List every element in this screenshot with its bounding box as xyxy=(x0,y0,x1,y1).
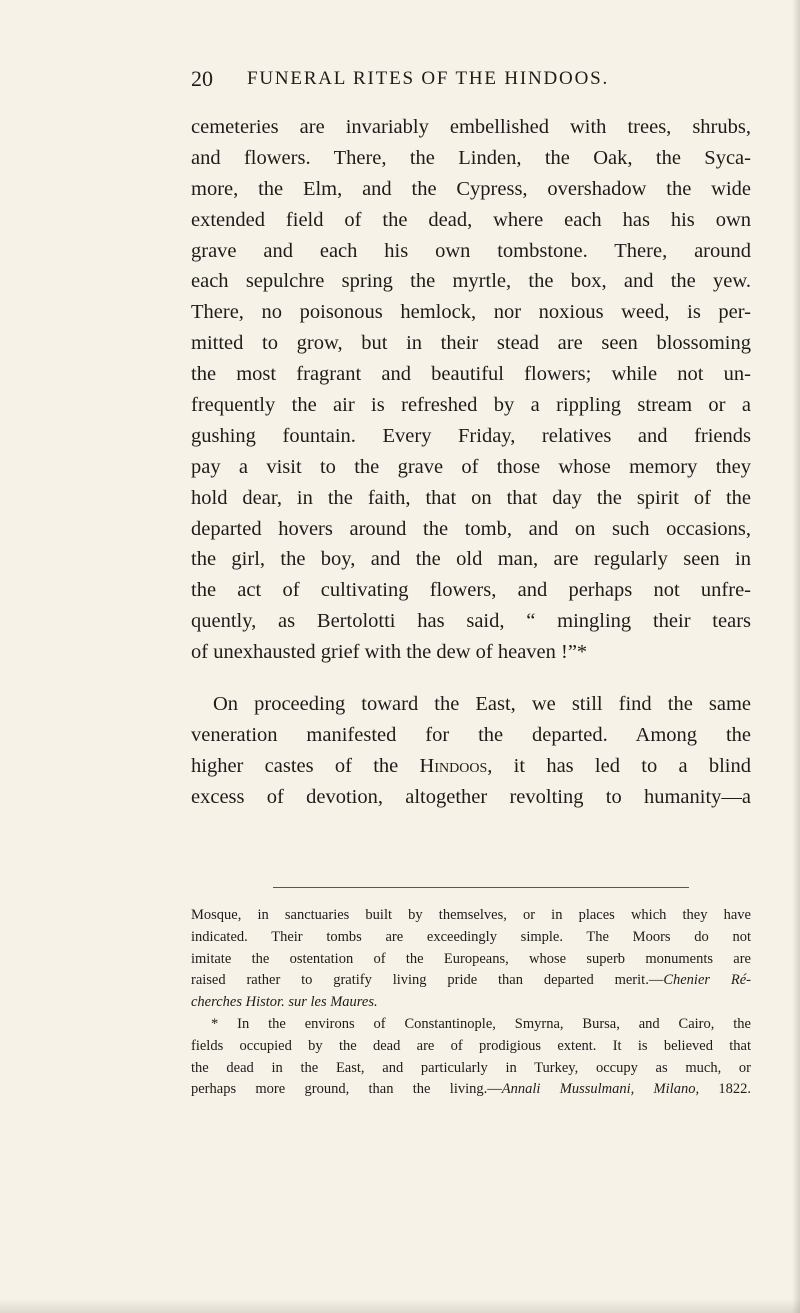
text-segment: higher castes of the xyxy=(191,754,420,777)
footnote-asterisk xyxy=(191,1014,751,1101)
body-text xyxy=(191,112,751,813)
text-line: grave and each his own tombstone. There, around xyxy=(191,239,751,262)
citation-italic: Annali Mussulmani, Milano, xyxy=(501,1081,700,1098)
footnote-line: Mosque, in sanctuaries built by themselves, or in places which they have xyxy=(191,907,751,923)
footnote-line: fields occupied by the dead are of prodigious extent. It is believed that xyxy=(191,1037,751,1054)
page-edge-shadow xyxy=(792,0,800,1313)
text-line: the girl, the boy, and the old man, are regularly seen in xyxy=(191,548,751,571)
footnote-line xyxy=(191,970,751,992)
text-line: hold dear, in the faith, that on that day the spirit of the xyxy=(191,486,751,509)
small-caps-word: Hindoos xyxy=(419,754,488,777)
footnote-rule xyxy=(273,887,689,888)
footnotes xyxy=(191,905,751,1101)
paragraph-1 xyxy=(191,112,751,668)
paragraph-gap xyxy=(191,668,751,689)
text-line: There, no poisonous hemlock, nor noxious weed, is per- xyxy=(191,301,751,324)
text-line: of unexhausted grief with the dew of heaven !”* xyxy=(191,641,588,664)
text-line: the act of cultivating flowers, and perhaps not unfre- xyxy=(191,579,751,602)
page-number: 20 xyxy=(191,66,213,91)
footnote-continued xyxy=(191,905,751,1014)
page-bottom-shadow xyxy=(0,1299,800,1313)
footnote-line xyxy=(191,1079,751,1101)
text-line: departed hovers around the tomb, and on such occasions, xyxy=(191,517,751,540)
text-line: cemeteries are invariably embellished with trees, shrubs, xyxy=(191,116,751,138)
text-line: gushing fountain. Every Friday, relatives and friends xyxy=(191,424,751,447)
footnote-line xyxy=(191,992,751,1014)
text-line: extended field of the dead, where each has his own xyxy=(191,208,751,231)
text-line: pay a visit to the grave of those whose memory they xyxy=(191,455,751,478)
text-line: quently, as Bertolotti has said, “ mingling their tears xyxy=(191,610,751,633)
text-line: the most fragrant and beautiful flowers; while not un- xyxy=(191,363,751,386)
text-line: veneration manifested for the departed. Among the xyxy=(191,723,751,746)
text-line: On proceeding toward the East, we still find the same xyxy=(213,693,751,716)
text-line: each sepulchre spring the myrtle, the box, and the yew. xyxy=(191,270,751,293)
citation-italic: Chenier Ré- xyxy=(663,972,751,989)
citation-italic: cherches Histor. sur les Maures. xyxy=(191,994,378,1011)
text-line: more, the Elm, and the Cypress, overshadow the wide xyxy=(191,177,751,200)
footnote-line: indicated. Their tombs are exceedingly simple. The Moors do not xyxy=(191,928,751,945)
text-line: and flowers. There, the Linden, the Oak, the Syca- xyxy=(191,146,751,169)
footnote-line: the dead in the East, and particularly in Turkey, occupy as much, or xyxy=(191,1059,751,1076)
page-header xyxy=(191,66,751,96)
text-segment: raised rather to gratify living pride than departed merit.— xyxy=(191,972,664,989)
text-line: excess of devotion, altogether revolting to humanity—a xyxy=(191,785,751,808)
footnote-line: imitate the ostentation of the Europeans, whose superb monuments are xyxy=(191,950,751,967)
text-segment: 1822. xyxy=(699,1081,751,1098)
text-line xyxy=(191,751,751,782)
running-head: FUNERAL RITES OF THE HINDOOS. xyxy=(247,68,610,89)
footnote-line: * In the environs of Constantinople, Smyrna, Bursa, and Cairo, the xyxy=(211,1015,751,1032)
paragraph-2 xyxy=(191,689,751,813)
text-line: frequently the air is refreshed by a rippling stream or a xyxy=(191,394,751,417)
text-segment: , it has led to a blind xyxy=(487,754,751,777)
text-segment: perhaps more ground, than the living.— xyxy=(191,1081,502,1098)
text-line: mitted to grow, but in their stead are seen blossoming xyxy=(191,332,751,355)
